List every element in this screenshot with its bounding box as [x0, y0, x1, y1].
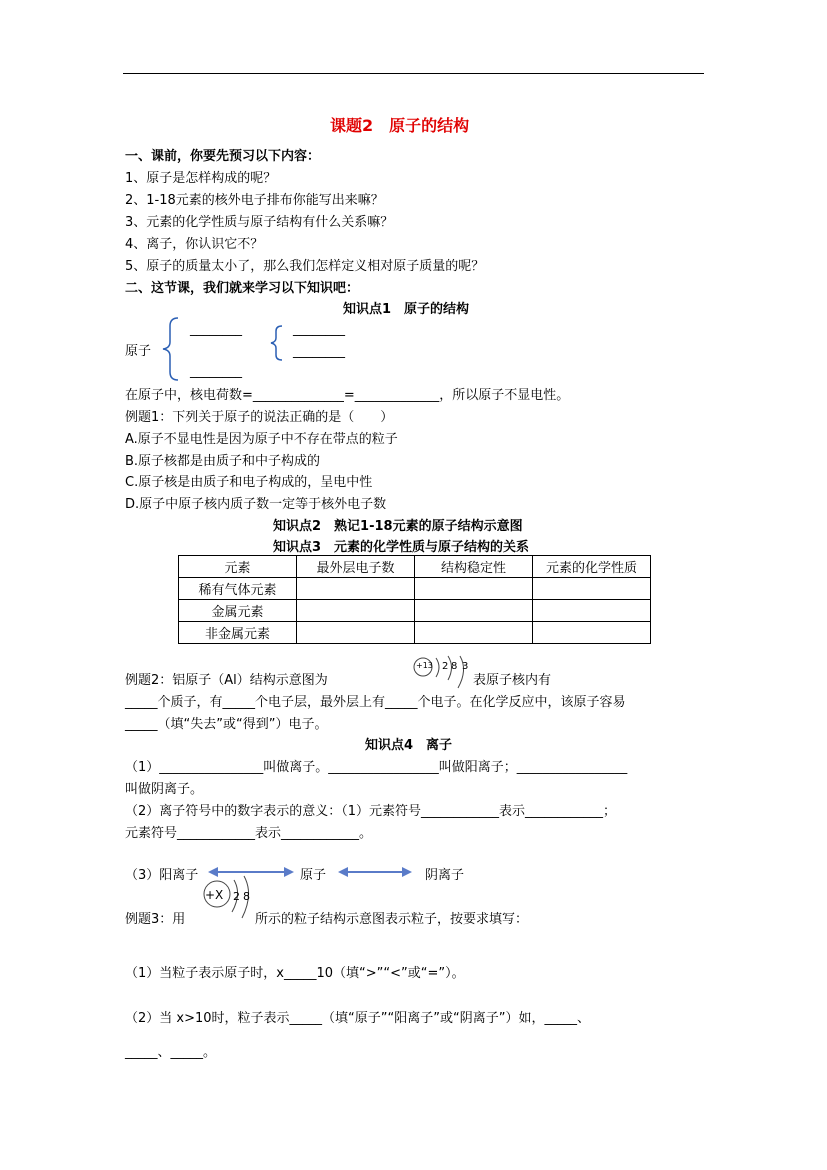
table-cell [297, 578, 415, 600]
option-b: B.原子核都是由质子和中子构成的 [125, 454, 321, 469]
table-header-row [179, 556, 651, 578]
properties-table [178, 555, 651, 644]
table-cell [533, 600, 651, 622]
list-item: 4、离子，你认识它不？ [125, 237, 264, 252]
table-cell [533, 622, 651, 644]
example3-q2: （2）当 x>10时，粒子表示_____（填“原子”“阳离子”或“阴离子”）如，_____、 [125, 1011, 590, 1026]
x-shell-1: 2 [233, 890, 240, 903]
example1-question: 例题1：下列关于原子的说法正确的是（ ） [125, 410, 394, 425]
table-cell: 金属元素 [179, 600, 297, 622]
section1-heading: 一、课前，你要先预习以下内容： [125, 149, 321, 164]
table-cell [415, 578, 533, 600]
table-cell [415, 622, 533, 644]
page-title: 课题2 原子的结构 [330, 116, 470, 135]
example2-line3: _____（填“失去”或“得到”）电子。 [125, 717, 328, 732]
kp4-heading: 知识点4 离子 [365, 738, 453, 753]
section2-heading: 二、这节课，我们就来学习以下知识吧： [125, 281, 360, 296]
table-row [179, 622, 651, 644]
left-brace-icon [163, 318, 178, 380]
kp2-heading: 知识点2 熟记1-18元素的原子结构示意图 [273, 519, 523, 534]
example3-line1-suffix: 所示的粒子结构示意图表示粒子，按要求填写： [255, 912, 529, 927]
table-header: 元素的化学性质 [533, 556, 651, 578]
table-row [179, 600, 651, 622]
kp4-line1: （1）________________叫做离子。_________________叫做阳离子；_________________ [125, 760, 628, 775]
al-shell-2: 8 [451, 661, 458, 672]
al-nucleus-label: +13 [416, 661, 433, 670]
al-shell-1: 2 [442, 661, 449, 672]
table-cell [297, 600, 415, 622]
example2-line1-prefix: 例题2：铝原子（Al）结构示意图为 [125, 673, 328, 688]
table-cell: 稀有气体元素 [179, 578, 297, 600]
relation-anion: 阴离子 [425, 868, 465, 883]
table-header: 结构稳定性 [415, 556, 533, 578]
charge-line: 在原子中，核电荷数=______________=_____________，所以原子不显电性。 [125, 388, 570, 403]
blank-electrons: ________ [190, 364, 242, 379]
list-item: 2、1-18元素的核外电子排布你能写出来嘛？ [125, 193, 384, 208]
kp4-line3: （2）离子符号中的数字表示的意义：（1）元素符号____________表示____________； [125, 804, 617, 819]
kp4-line2: 叫做阴离子。 [125, 782, 204, 797]
relation-cation: （3）阳离子 [125, 868, 199, 883]
x-shell-2: 8 [243, 890, 250, 903]
blank-protons: ________ [293, 322, 345, 337]
option-a: A.原子不显电性是因为原子中不存在带点的粒子 [125, 432, 398, 447]
table-cell: 非金属元素 [179, 622, 297, 644]
table-cell [297, 622, 415, 644]
blank-nucleus: ________ [190, 322, 242, 337]
table-row [179, 578, 651, 600]
example2-line1-suffix: 表原子核内有 [473, 673, 552, 688]
example3-q3: _____、_____。 [125, 1045, 217, 1060]
option-d: D.原子中原子核内质子数一定等于核外电子数 [125, 497, 387, 512]
kp1-heading: 知识点1 原子的结构 [343, 302, 470, 317]
header-rule [123, 73, 704, 74]
kp4-line4: 元素符号____________表示____________。 [125, 826, 373, 841]
table-header: 最外层电子数 [297, 556, 415, 578]
example3-q1: （1）当粒子表示原子时，x_____10（填“>”“<”或“=”）。 [125, 966, 465, 981]
al-shell-3: 3 [462, 661, 469, 672]
list-item: 5、原子的质量太小了，那么我们怎样定义相对原子质量的呢？ [125, 259, 485, 274]
atom-label: 原子 [125, 344, 152, 359]
x-nucleus-label: +X [205, 888, 224, 902]
option-c: C.原子核是由质子和电子构成的，呈电中性 [125, 475, 373, 490]
example3-line1-prefix: 例题3：用 [125, 912, 186, 927]
kp3-heading: 知识点3 元素的化学性质与原子结构的关系 [273, 540, 530, 555]
inner-brace-icon [271, 326, 282, 360]
list-item: 3、元素的化学性质与原子结构有什么关系嘛？ [125, 215, 394, 230]
table-header: 元素 [179, 556, 297, 578]
relation-atom: 原子 [300, 868, 327, 883]
table-cell [533, 578, 651, 600]
table-cell [415, 600, 533, 622]
blank-neutrons: ________ [293, 344, 345, 359]
example2-line2: _____个质子，有_____个电子层，最外层上有_____个电子。在化学反应中，该原子容易 [125, 695, 626, 710]
list-item: 1、原子是怎样构成的呢？ [125, 171, 277, 186]
